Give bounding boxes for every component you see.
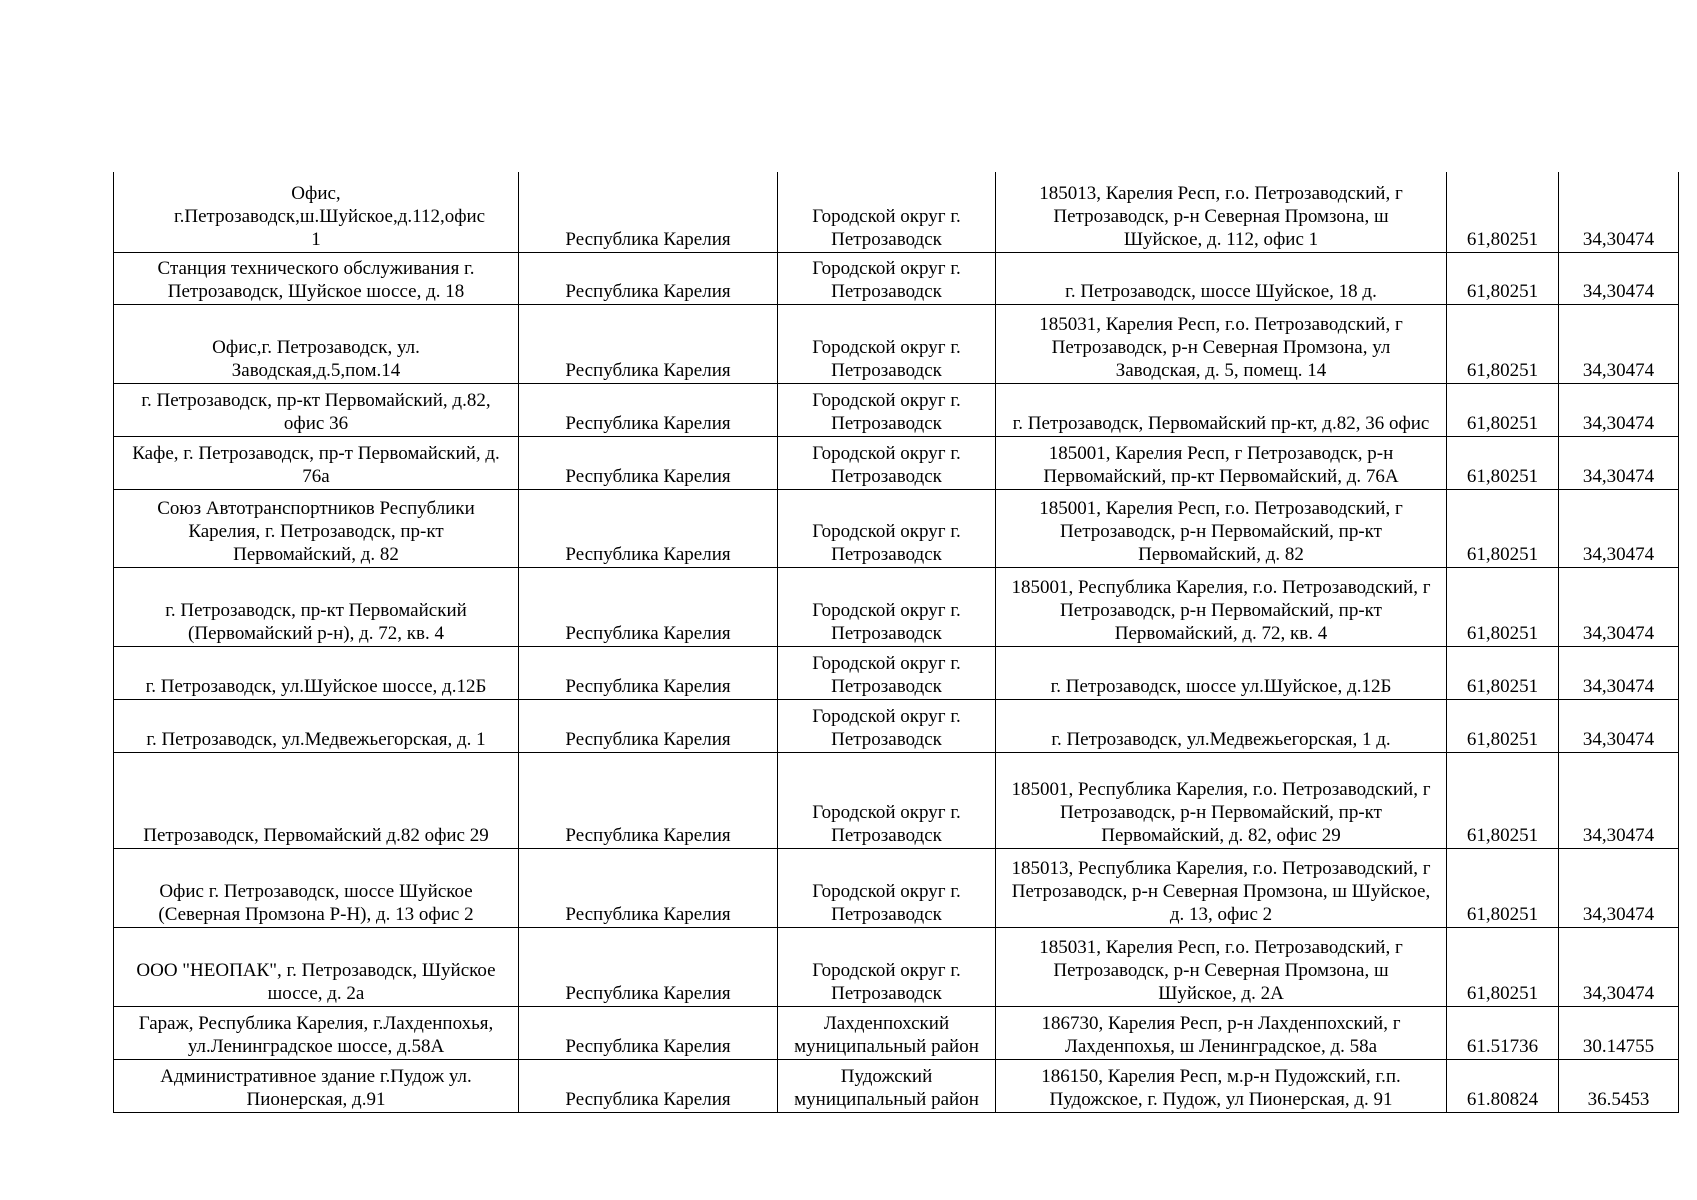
cell-longitude: 34,30474 (1559, 436, 1679, 489)
cell-object: Кафе, г. Петрозаводск, пр-т Первомайский, д. 76а (114, 436, 519, 489)
cell-region: Республика Карелия (519, 646, 778, 699)
table-row (114, 1059, 1679, 1112)
cell-municipality: Городской округ г. Петрозаводск (778, 567, 996, 646)
table-row (114, 436, 1679, 489)
cell-longitude: 34,30474 (1559, 383, 1679, 436)
cell-region: Республика Карелия (519, 699, 778, 752)
cell-region: Республика Карелия (519, 252, 778, 304)
cell-address: 185001, Карелия Респ, г Петрозаводск, р-н Первомайский, пр-кт Первомайский, д. 76А (996, 436, 1447, 489)
table-row (114, 848, 1679, 927)
cell-address: 185031, Карелия Респ, г.о. Петрозаводский, г Петрозаводск, р-н Северная Промзона, ул Заводская, д. 5, помещ. 14 (996, 304, 1447, 383)
cell-municipality: Пудожский муниципальный район (778, 1059, 996, 1112)
cell-latitude: 61.80824 (1447, 1059, 1559, 1112)
cell-region: Республика Карелия (519, 927, 778, 1006)
cell-municipality: Городской округ г. Петрозаводск (778, 252, 996, 304)
cell-region: Республика Карелия (519, 436, 778, 489)
cell-object: ООО "НЕОПАК", г. Петрозаводск, Шуйское шоссе, д. 2а (114, 927, 519, 1006)
locations-table-container (113, 172, 1678, 1113)
cell-region: Республика Карелия (519, 1006, 778, 1059)
cell-address: 185001, Карелия Респ, г.о. Петрозаводский, г Петрозаводск, р-н Первомайский, пр-кт Первомайский, д. 82 (996, 489, 1447, 567)
cell-region: Республика Карелия (519, 752, 778, 848)
cell-municipality: Городской округ г. Петрозаводск (778, 699, 996, 752)
cell-object: г. Петрозаводск, ул.Шуйское шоссе, д.12Б (114, 646, 519, 699)
cell-object: Союз Автотранспортников Республики Карелия, г. Петрозаводск, пр-кт Первомайский, д. 82 (114, 489, 519, 567)
cell-region: Республика Карелия (519, 1059, 778, 1112)
cell-longitude: 34,30474 (1559, 252, 1679, 304)
cell-object: Станция технического обслуживания г. Петрозаводск, Шуйское шоссе, д. 18 (114, 252, 519, 304)
cell-longitude: 34,30474 (1559, 927, 1679, 1006)
cell-object: Гараж, Республика Карелия, г.Лахденпохья, ул.Ленинградское шоссе, д.58А (114, 1006, 519, 1059)
table-row (114, 252, 1679, 304)
table-row (114, 489, 1679, 567)
cell-latitude: 61.51736 (1447, 1006, 1559, 1059)
cell-latitude: 61,80251 (1447, 752, 1559, 848)
cell-municipality: Городской округ г. Петрозаводск (778, 436, 996, 489)
cell-object: г. Петрозаводск, пр-кт Первомайский, д.82, офис 36 (114, 383, 519, 436)
table-row (114, 646, 1679, 699)
cell-address: 185013, Карелия Респ, г.о. Петрозаводский, г Петрозаводск, р-н Северная Промзона, ш Шуйское, д. 112, офис 1 (996, 172, 1447, 252)
cell-longitude: 34,30474 (1559, 752, 1679, 848)
cell-municipality: Городской округ г. Петрозаводск (778, 489, 996, 567)
cell-region: Республика Карелия (519, 383, 778, 436)
cell-object: Административное здание г.Пудож ул. Пионерская, д.91 (114, 1059, 519, 1112)
cell-municipality: Городской округ г. Петрозаводск (778, 927, 996, 1006)
cell-latitude: 61,80251 (1447, 383, 1559, 436)
cell-longitude: 34,30474 (1559, 848, 1679, 927)
cell-address: 185013, Республика Карелия, г.о. Петрозаводский, г Петрозаводск, р-н Северная Промзона, ш Шуйское, д. 13, офис 2 (996, 848, 1447, 927)
cell-address: г. Петрозаводск, ул.Медвежьегорская, 1 д. (996, 699, 1447, 752)
cell-region: Республика Карелия (519, 848, 778, 927)
cell-region: Республика Карелия (519, 567, 778, 646)
cell-address: г. Петрозаводск, шоссе ул.Шуйское, д.12Б (996, 646, 1447, 699)
cell-municipality: Городской округ г. Петрозаводск (778, 646, 996, 699)
cell-address: 185001, Республика Карелия, г.о. Петрозаводский, г Петрозаводск, р-н Первомайский, пр-кт Первомайский, д. 82, офис 29 (996, 752, 1447, 848)
table-row (114, 567, 1679, 646)
cell-object: Петрозаводск, Первомайский д.82 офис 29 (114, 752, 519, 848)
cell-municipality: Городской округ г. Петрозаводск (778, 304, 996, 383)
cell-object: Офис г. Петрозаводск, шоссе Шуйское (Северная Промзона Р-Н), д. 13 офис 2 (114, 848, 519, 927)
cell-latitude: 61,80251 (1447, 436, 1559, 489)
locations-table (113, 172, 1679, 1113)
cell-latitude: 61,80251 (1447, 567, 1559, 646)
cell-longitude: 34,30474 (1559, 172, 1679, 252)
table-row (114, 699, 1679, 752)
cell-address: 185001, Республика Карелия, г.о. Петрозаводский, г Петрозаводск, р-н Первомайский, пр-кт Первомайский, д. 72, кв. 4 (996, 567, 1447, 646)
table-row (114, 752, 1679, 848)
cell-object: г. Петрозаводск, ул.Медвежьегорская, д. 1 (114, 699, 519, 752)
table-row (114, 383, 1679, 436)
cell-region: Республика Карелия (519, 304, 778, 383)
cell-municipality: Лахденпохский муниципальный район (778, 1006, 996, 1059)
cell-latitude: 61,80251 (1447, 699, 1559, 752)
cell-region: Республика Карелия (519, 489, 778, 567)
cell-municipality: Городской округ г. Петрозаводск (778, 752, 996, 848)
table-row (114, 304, 1679, 383)
cell-longitude: 34,30474 (1559, 646, 1679, 699)
cell-region: Республика Карелия (519, 172, 778, 252)
cell-latitude: 61,80251 (1447, 252, 1559, 304)
cell-latitude: 61,80251 (1447, 172, 1559, 252)
cell-municipality: Городской округ г. Петрозаводск (778, 172, 996, 252)
cell-address: г. Петрозаводск, Первомайский пр-кт, д.82, 36 офис (996, 383, 1447, 436)
cell-latitude: 61,80251 (1447, 304, 1559, 383)
cell-longitude: 36.5453 (1559, 1059, 1679, 1112)
cell-address: 186150, Карелия Респ, м.р-н Пудожский, г.п. Пудожское, г. Пудож, ул Пионерская, д. 91 (996, 1059, 1447, 1112)
cell-longitude: 30.14755 (1559, 1006, 1679, 1059)
cell-longitude: 34,30474 (1559, 304, 1679, 383)
table-row (114, 172, 1679, 252)
cell-object: г. Петрозаводск, пр-кт Первомайский (Первомайский р-н), д. 72, кв. 4 (114, 567, 519, 646)
cell-latitude: 61,80251 (1447, 927, 1559, 1006)
cell-object: Офис,г. Петрозаводск, ул. Заводская,д.5,пом.14 (114, 304, 519, 383)
cell-longitude: 34,30474 (1559, 699, 1679, 752)
cell-longitude: 34,30474 (1559, 567, 1679, 646)
cell-address: 186730, Карелия Респ, р-н Лахденпохский, г Лахденпохья, ш Ленинградское, д. 58а (996, 1006, 1447, 1059)
table-row (114, 927, 1679, 1006)
table-row (114, 1006, 1679, 1059)
cell-municipality: Городской округ г. Петрозаводск (778, 848, 996, 927)
cell-municipality: Городской округ г. Петрозаводск (778, 383, 996, 436)
cell-object: Офис, г.Петрозаводск,ш.Шуйское,д.112,офис 1 (114, 172, 519, 252)
cell-address: 185031, Карелия Респ, г.о. Петрозаводский, г Петрозаводск, р-н Северная Промзона, ш Шуйское, д. 2А (996, 927, 1447, 1006)
cell-longitude: 34,30474 (1559, 489, 1679, 567)
cell-address: г. Петрозаводск, шоссе Шуйское, 18 д. (996, 252, 1447, 304)
cell-latitude: 61,80251 (1447, 848, 1559, 927)
cell-latitude: 61,80251 (1447, 646, 1559, 699)
cell-latitude: 61,80251 (1447, 489, 1559, 567)
